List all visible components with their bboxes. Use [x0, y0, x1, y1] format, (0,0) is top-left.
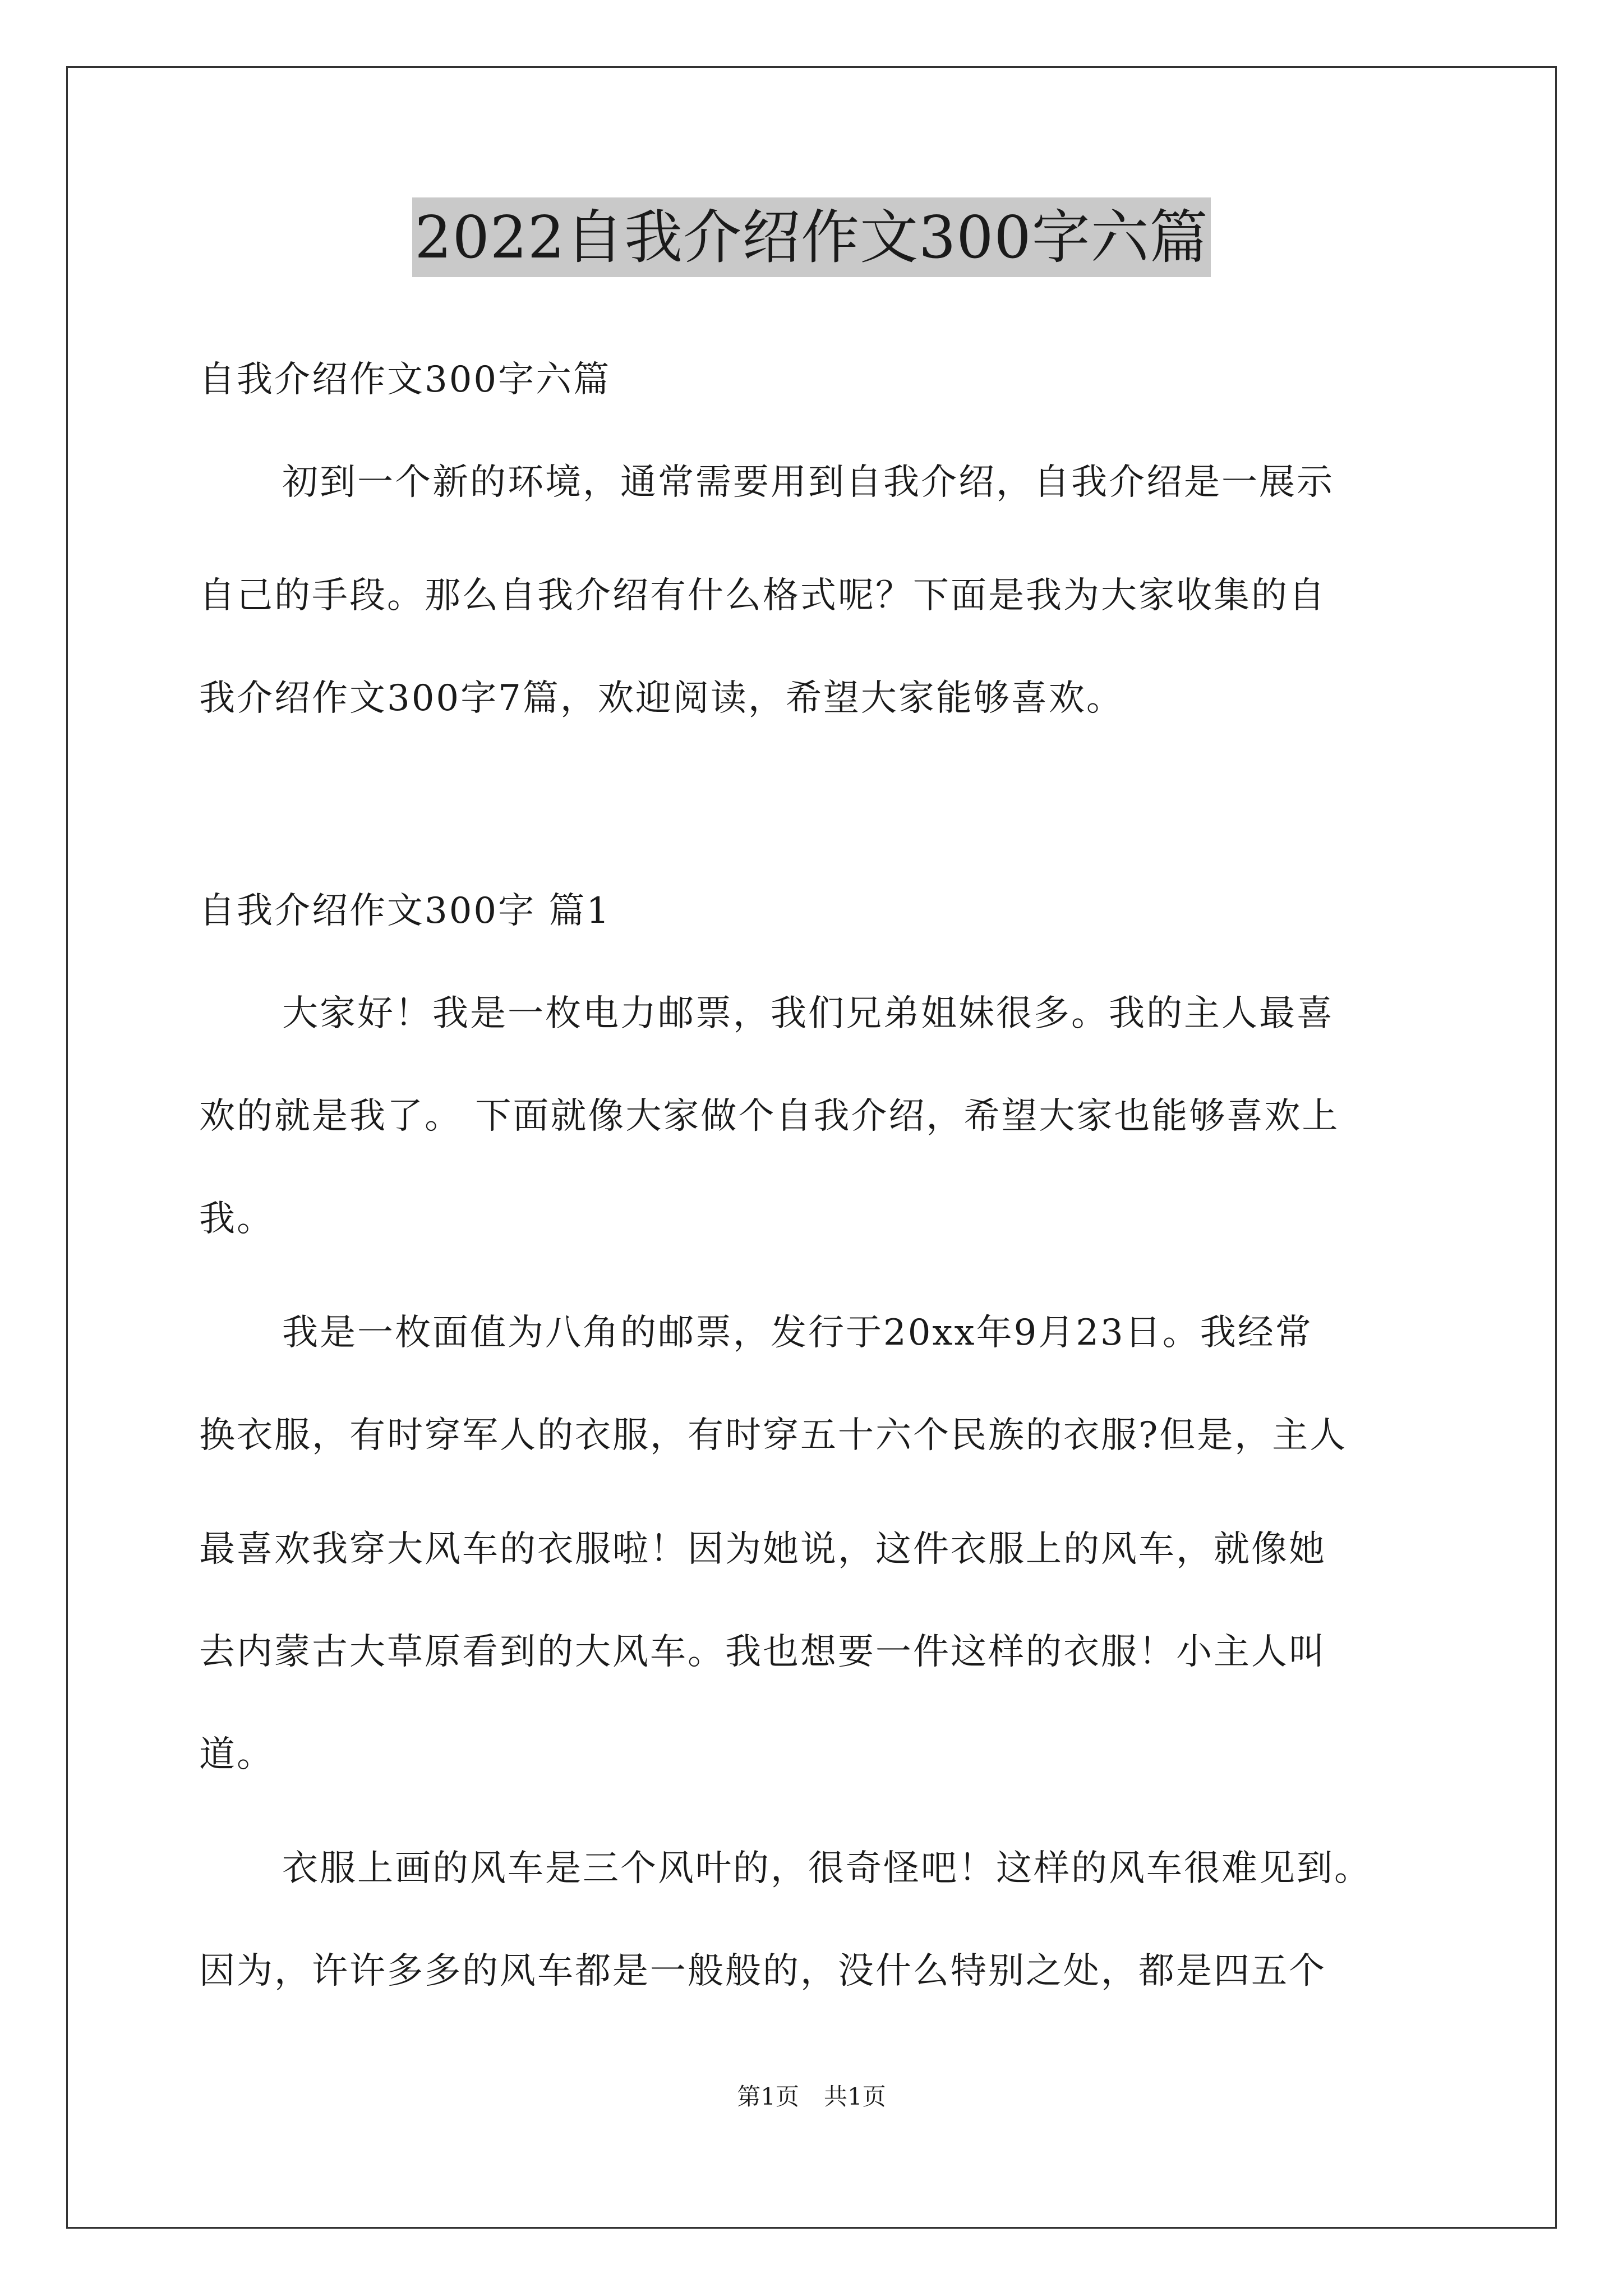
- paragraph-line: 衣服上画的风车是三个风叶的，很奇怪吧！这样的风车很难见到。: [282, 1848, 1372, 1889]
- paragraph-line: 道。: [199, 1734, 274, 1775]
- page-total: 共1页: [824, 2083, 886, 2110]
- page-footer: [0, 2080, 1623, 2114]
- subtitle: 自我介绍作文300字六篇: [199, 359, 611, 401]
- intro-line: 初到一个新的环境，通常需要用到自我介绍，自我介绍是一展示: [282, 462, 1334, 503]
- page-number: 第1页: [737, 2083, 799, 2110]
- paragraph-line: 因为，许许多多的风车都是一般般的，没什么特别之处，都是四五个: [199, 1950, 1326, 1992]
- intro-line: 我介绍作文300字7篇，欢迎阅读，希望大家能够喜欢。: [199, 678, 1124, 719]
- section-heading: 自我介绍作文300字 篇1: [199, 890, 611, 932]
- paragraph-line: 我。: [199, 1198, 274, 1240]
- title-container: [0, 197, 1623, 277]
- paragraph-line: 大家好！我是一枚电力邮票，我们兄弟姐妹很多。我的主人最喜: [282, 993, 1334, 1034]
- paragraph-line: 最喜欢我穿大风车的衣服啦！因为她说，这件衣服上的风车，就像她: [199, 1529, 1326, 1570]
- document-title: 2022自我介绍作文300字六篇: [412, 197, 1210, 277]
- intro-line: 自己的手段。那么自我介绍有什么格式呢？下面是我为大家收集的自: [199, 575, 1326, 616]
- paragraph-line: 去内蒙古大草原看到的大风车。我也想要一件这样的衣服！小主人叫: [199, 1631, 1326, 1673]
- paragraph-line: 我是一枚面值为八角的邮票，发行于20xx年9月23日。我经常: [282, 1312, 1313, 1354]
- paragraph-line: 欢的就是我了。 下面就像大家做个自我介绍，希望大家也能够喜欢上: [199, 1096, 1340, 1137]
- paragraph-line: 换衣服，有时穿军人的衣服，有时穿五十六个民族的衣服?但是，主人: [199, 1415, 1348, 1456]
